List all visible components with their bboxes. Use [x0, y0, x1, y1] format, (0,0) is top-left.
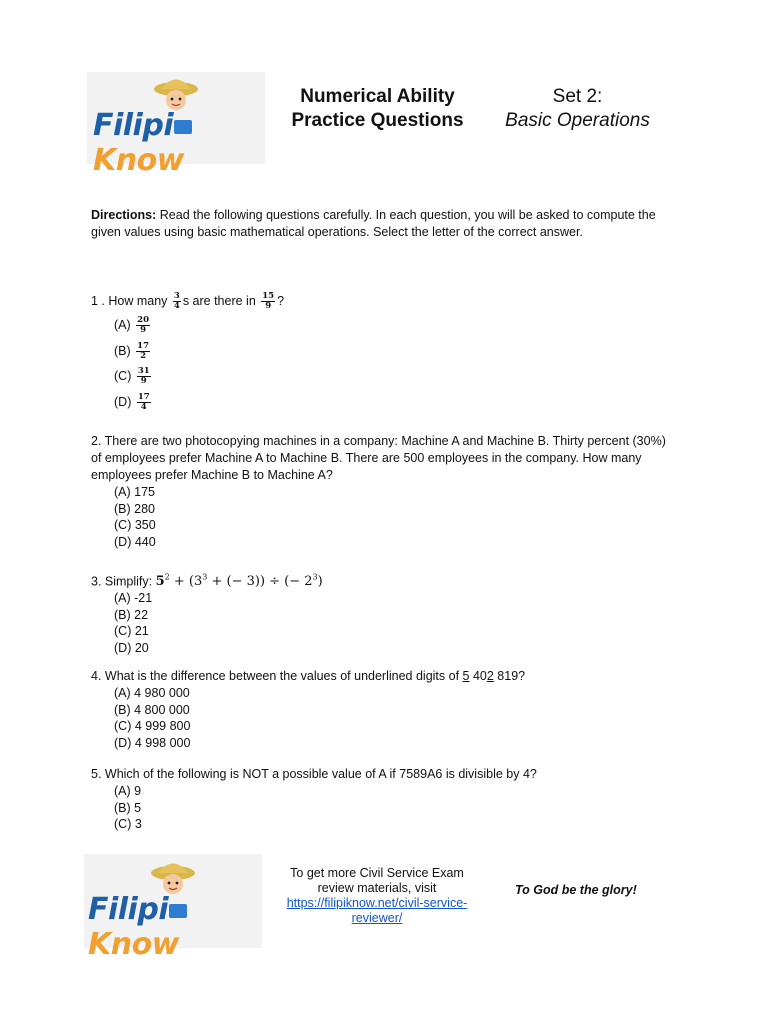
q2-option: (C) 350 — [114, 518, 156, 532]
footer-link[interactable]: https://filipiknow.net/civil-service- reviewer/ — [286, 896, 468, 925]
set-label: Set 2: — [552, 86, 603, 107]
title-line-1: Numerical Ability — [300, 86, 455, 107]
set-heading — [490, 85, 665, 133]
q1-option: (B) $\frac{17}{2}$ — [114, 340, 149, 361]
q2-option: (B) 280 — [114, 501, 155, 516]
book-icon — [174, 120, 192, 134]
q3-option: (B) 22 — [114, 607, 149, 622]
question-3 — [91, 569, 671, 656]
q1-option: (D) $\frac{17}{4}$ — [114, 391, 150, 412]
q1-option: (C) $\frac{31}{9}$ — [114, 366, 150, 386]
question-5 — [91, 766, 671, 833]
q5-option: (C) 3 — [114, 817, 142, 831]
logo-text-know: Know — [88, 927, 179, 962]
page-title — [280, 85, 475, 133]
q2-option: (D) 440 — [114, 534, 156, 549]
q1-options — [91, 316, 291, 418]
question-1 — [91, 292, 671, 311]
q3-option: (C) 21 — [114, 624, 149, 639]
book-icon — [169, 904, 187, 918]
q1-fraction-a: $\frac{3}{4}$ — [173, 291, 180, 311]
logo-text-filipi: Filipi — [88, 892, 169, 927]
logo-text-know: Know — [93, 143, 184, 178]
q1-option: (A) $\frac{20}{9}$ — [114, 315, 149, 335]
q3-text: 3. Simplify: $5^2 + (3^3$ + (− 3)) ÷ (− $2^3$) — [91, 573, 323, 590]
q3-option: (A) -21 — [114, 591, 153, 606]
q4-underlined-digit: 5 — [462, 669, 470, 683]
question-4 — [91, 668, 671, 751]
q2-text: 2. There are two photocopying machines in a company: Machine A and Machine B. Thirty percent (30%) of employees prefer Machine A to Machine B. There are 500 employees in the company. How many employees prefer Machine B to Machine A? — [91, 434, 666, 482]
logo-text-filipi: Filipi — [93, 108, 174, 143]
q1-prefix: 1 . How many — [91, 293, 171, 308]
set-subtitle: Basic Operations — [505, 110, 650, 131]
footer-info — [272, 866, 482, 926]
directions — [91, 207, 671, 241]
footer-glory: To God be the glory! — [515, 883, 637, 897]
q5-option: (B) 5 — [114, 800, 142, 815]
q1-mid: s are there in — [182, 293, 260, 308]
q1-fraction-b: $\frac{15}{9}$ — [262, 291, 275, 311]
q4-option: (A) 4 980 000 — [114, 686, 190, 700]
q3-option: (D) 20 — [114, 640, 149, 655]
directions-label: Directions: — [91, 208, 157, 222]
q4-option: (B) 4 800 000 — [114, 702, 190, 717]
footer-line-2: review materials, visit — [317, 881, 437, 895]
q2-option: (A) 175 — [114, 485, 155, 499]
footer-logo — [84, 854, 262, 962]
q4-option: (C) 4 999 800 — [114, 719, 191, 733]
q5-text: 5. Which of the following is NOT a possible value of A if 7589A6 is divisible by 4? — [91, 767, 537, 781]
q3-expression: $5^2 + (3^3$ + (− 3)) ÷ (− $2^3$) — [155, 573, 323, 590]
title-line-2: Practice Questions — [291, 110, 464, 131]
header-logo — [87, 72, 265, 178]
q4-underlined-digit: 2 — [486, 669, 494, 683]
footer-line-1: To get more Civil Service Exam — [290, 866, 464, 880]
q4-text: 4. What is the difference between the values of underlined digits of 5 402 819? — [91, 669, 526, 683]
q1-suffix: ? — [277, 293, 285, 308]
directions-text: Read the following questions carefully. In each question, you will be asked to compute the given values using basic mathematical operations. Select the letter of the correct answer. — [91, 208, 656, 239]
q5-option: (A) 9 — [114, 784, 142, 798]
q4-option: (D) 4 998 000 — [114, 735, 191, 750]
question-2 — [91, 433, 671, 550]
